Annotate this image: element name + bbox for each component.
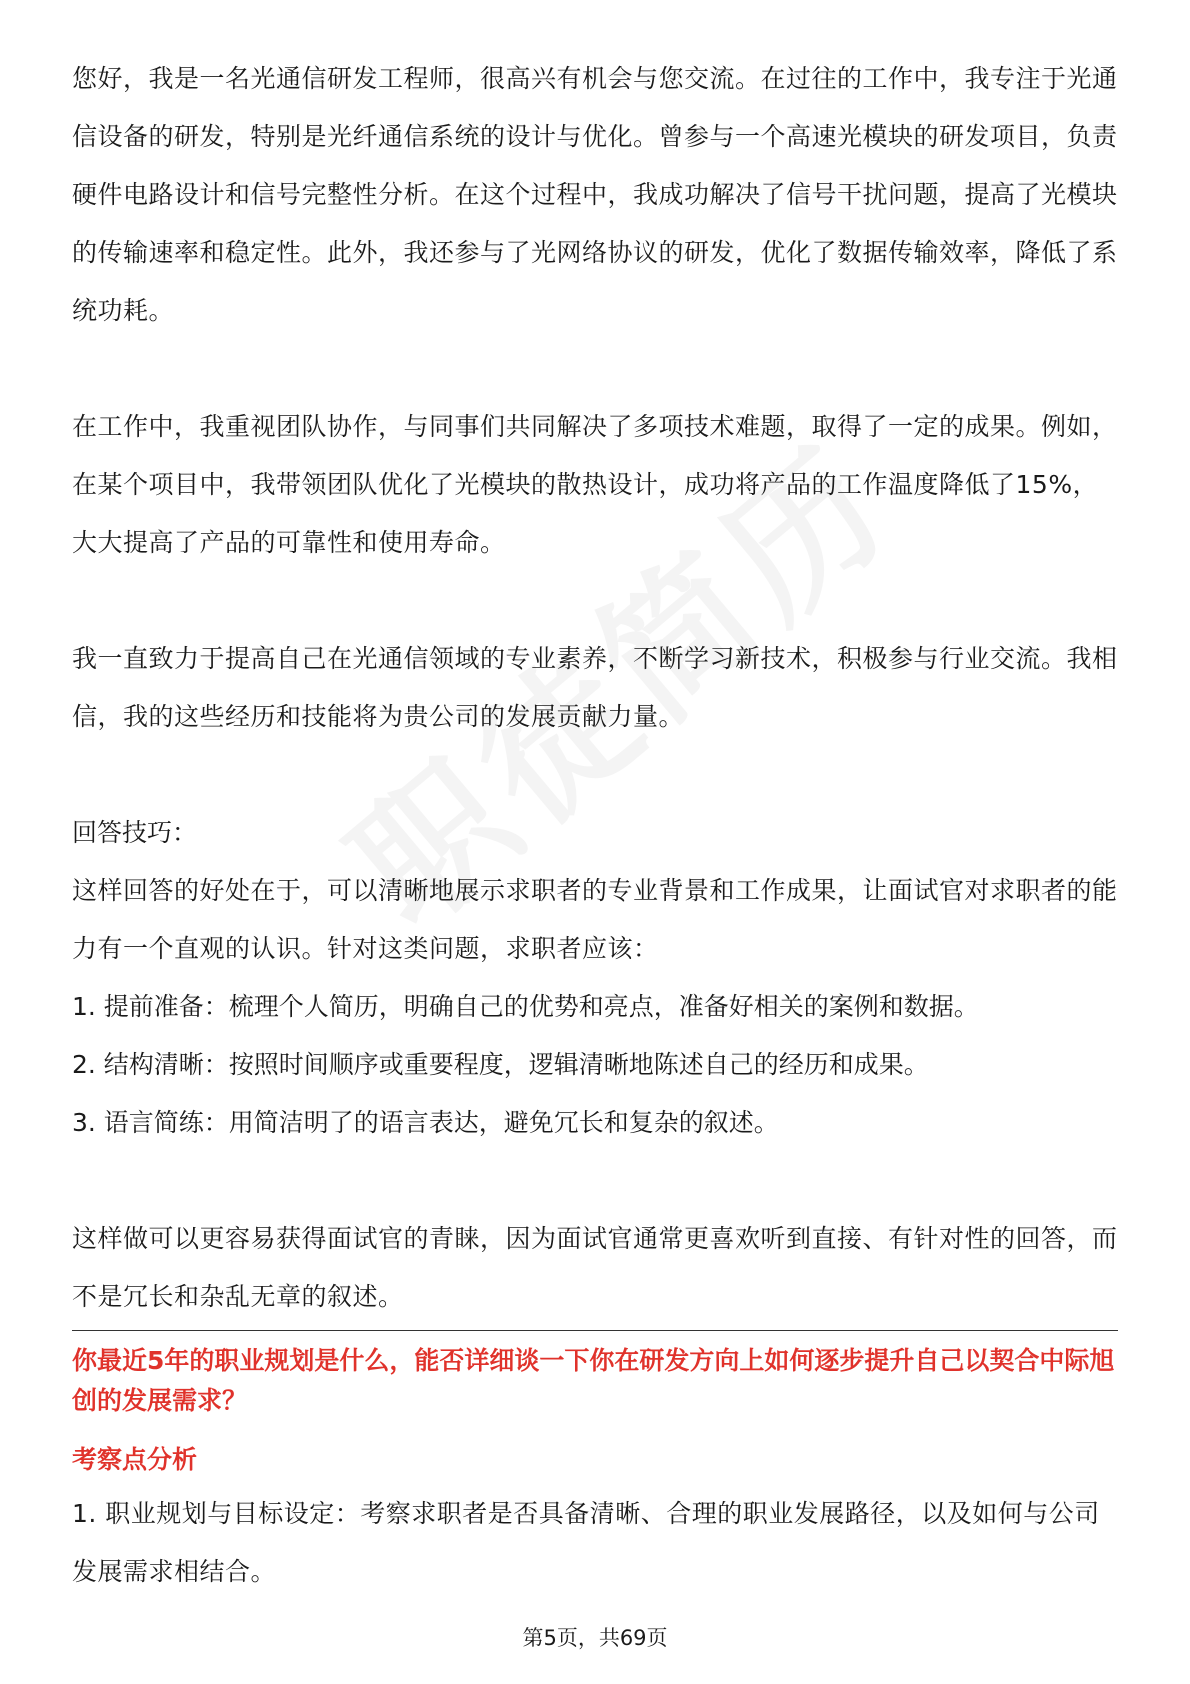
analysis-heading: 考察点分析 <box>72 1445 198 1474</box>
tips-intro: 这样回答的好处在于，可以清晰地展示求职者的专业背景和工作成果，让面试官对求职者的能力有一个直观的认识。针对这类问题，求职者应该： <box>72 876 1118 963</box>
tips-conclusion: 这样做可以更容易获得面试官的青睐，因为面试官通常更喜欢听到直接、有针对性的回答，而不是冗长和杂乱无章的叙述。 <box>72 1224 1118 1311</box>
tips-item-3: 3. 语言简练：用简洁明了的语言表达，避免冗长和复杂的叙述。 <box>72 1108 779 1137</box>
tips-item-2: 2. 结构清晰：按照时间顺序或重要程度，逻辑清晰地陈述自己的经历和成果。 <box>72 1050 929 1079</box>
answer-paragraph-3: 我一直致力于提高自己在光通信领域的专业素养，不断学习新技术，积极参与行业交流。我相信，我的这些经历和技能将为贵公司的发展贡献力量。 <box>72 644 1118 731</box>
interview-question: 你最近5年的职业规划是什么，能否详细谈一下你在研发方向上如何逐步提升自己以契合中际旭创的发展需求？ <box>72 1346 1115 1415</box>
document-page <box>72 50 1118 1601</box>
page-number: 第5页，共69页 <box>522 1626 668 1650</box>
tips-heading: 回答技巧： <box>72 818 198 847</box>
answer-paragraph-2: 在工作中，我重视团队协作，与同事们共同解决了多项技术难题，取得了一定的成果。例如，在某个项目中，我带领团队优化了光模块的散热设计，成功将产品的工作温度降低了15%，大大提高了产品的可靠性和使用寿命。 <box>72 412 1118 557</box>
analysis-item-1: 1. 职业规划与目标设定：考察求职者是否具备清晰、合理的职业发展路径，以及如何与公司发展需求相结合。 <box>72 1499 1100 1586</box>
section-divider <box>72 1330 1118 1331</box>
tips-item-1: 1. 提前准备：梳理个人简历，明确自己的优势和亮点，准备好相关的案例和数据。 <box>72 992 979 1021</box>
answer-paragraph-1: 您好，我是一名光通信研发工程师，很高兴有机会与您交流。在过往的工作中，我专注于光通信设备的研发，特别是光纤通信系统的设计与优化。曾参与一个高速光模块的研发项目，负责硬件电路设计和信号完整性分析。在这个过程中，我成功解决了信号干扰问题，提高了光模块的传输速率和稳定性。此外，我还参与了光网络协议的研发，优化了数据传输效率，降低了系统功耗。 <box>72 64 1118 325</box>
